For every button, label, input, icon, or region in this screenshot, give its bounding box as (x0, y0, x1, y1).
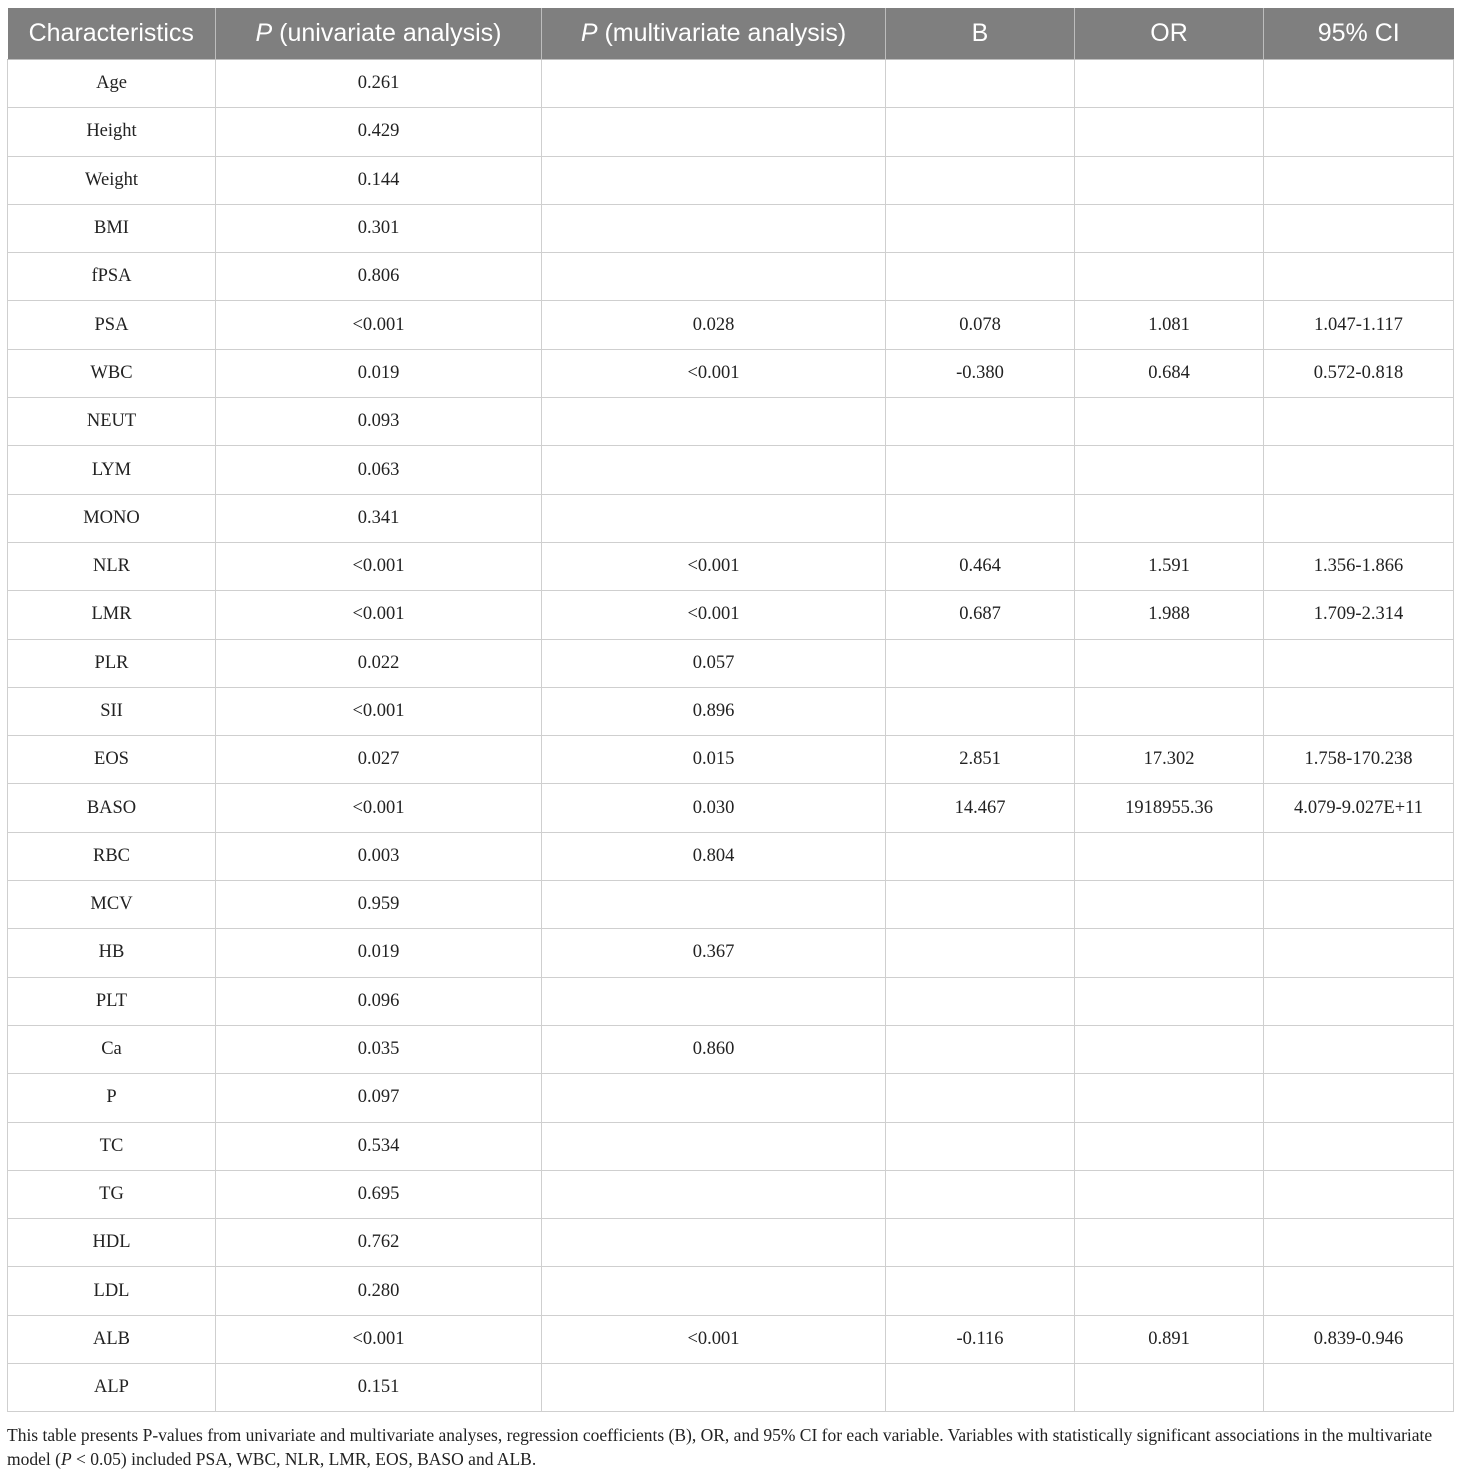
cell-p-multivariate (542, 1170, 886, 1218)
cell-characteristic: HDL (8, 1219, 216, 1267)
cell-ci (1264, 108, 1454, 156)
cell-p-univariate: 0.301 (216, 204, 542, 252)
header-95ci: 95% CI (1264, 8, 1454, 60)
cell-ci: 1.047-1.117 (1264, 301, 1454, 349)
table-row (8, 494, 1454, 542)
cell-p-multivariate: 0.896 (542, 687, 886, 735)
table-row (8, 1122, 1454, 1170)
cell-p-univariate: 0.762 (216, 1219, 542, 1267)
cell-p-multivariate (542, 1219, 886, 1267)
cell-ci (1264, 204, 1454, 252)
cell-p-multivariate: <0.001 (542, 349, 886, 397)
cell-or (1075, 881, 1264, 929)
cell-b (886, 156, 1075, 204)
cell-or: 1.081 (1075, 301, 1264, 349)
cell-or: 1.591 (1075, 542, 1264, 590)
cell-ci (1264, 929, 1454, 977)
cell-or (1075, 60, 1264, 108)
cell-b: 14.467 (886, 784, 1075, 832)
cell-ci (1264, 398, 1454, 446)
table-body (8, 60, 1454, 1412)
cell-characteristic: SII (8, 687, 216, 735)
cell-ci (1264, 1074, 1454, 1122)
cell-p-univariate: <0.001 (216, 687, 542, 735)
cell-p-multivariate (542, 253, 886, 301)
cell-ci (1264, 446, 1454, 494)
cell-characteristic: PLT (8, 977, 216, 1025)
cell-p-multivariate (542, 977, 886, 1025)
table-row (8, 736, 1454, 784)
cell-p-univariate: 0.027 (216, 736, 542, 784)
cell-characteristic: BASO (8, 784, 216, 832)
cell-or (1075, 1025, 1264, 1073)
table-row (8, 156, 1454, 204)
cell-p-multivariate (542, 398, 886, 446)
cell-p-multivariate (542, 881, 886, 929)
cell-b (886, 881, 1075, 929)
cell-p-univariate: 0.144 (216, 156, 542, 204)
cell-or: 0.891 (1075, 1315, 1264, 1363)
cell-or (1075, 156, 1264, 204)
cell-ci: 0.839-0.946 (1264, 1315, 1454, 1363)
table-header (8, 8, 1454, 60)
cell-p-univariate: 0.695 (216, 1170, 542, 1218)
cell-ci (1264, 1122, 1454, 1170)
regression-results-table (7, 8, 1454, 1412)
header-p-multivariate: P (multivariate analysis) (542, 8, 886, 60)
cell-p-multivariate: 0.860 (542, 1025, 886, 1073)
cell-characteristic: NLR (8, 542, 216, 590)
table-row (8, 639, 1454, 687)
cell-or: 17.302 (1075, 736, 1264, 784)
table-row (8, 1267, 1454, 1315)
cell-or (1075, 204, 1264, 252)
cell-b (886, 639, 1075, 687)
cell-or (1075, 446, 1264, 494)
header-p-univariate: P (univariate analysis) (216, 8, 542, 60)
table-row (8, 687, 1454, 735)
cell-p-multivariate: <0.001 (542, 1315, 886, 1363)
cell-b: 0.464 (886, 542, 1075, 590)
cell-p-multivariate: 0.804 (542, 832, 886, 880)
cell-p-multivariate (542, 204, 886, 252)
cell-b (886, 1122, 1075, 1170)
cell-characteristic: HB (8, 929, 216, 977)
table-row (8, 832, 1454, 880)
cell-characteristic: ALB (8, 1315, 216, 1363)
cell-p-univariate: 0.019 (216, 349, 542, 397)
table-row (8, 60, 1454, 108)
table-row (8, 1219, 1454, 1267)
table-row (8, 591, 1454, 639)
cell-b (886, 832, 1075, 880)
cell-p-multivariate: 0.015 (542, 736, 886, 784)
cell-p-multivariate: 0.030 (542, 784, 886, 832)
table-row (8, 1315, 1454, 1363)
cell-b (886, 687, 1075, 735)
cell-p-univariate: 0.341 (216, 494, 542, 542)
cell-or (1075, 398, 1264, 446)
cell-ci (1264, 832, 1454, 880)
cell-or: 1918955.36 (1075, 784, 1264, 832)
cell-ci (1264, 881, 1454, 929)
cell-ci (1264, 253, 1454, 301)
cell-p-multivariate (542, 1122, 886, 1170)
results-table-container (7, 8, 1453, 1412)
cell-p-univariate: 0.429 (216, 108, 542, 156)
cell-characteristic: TC (8, 1122, 216, 1170)
cell-p-univariate: 0.097 (216, 1074, 542, 1122)
cell-characteristic: Height (8, 108, 216, 156)
table-row (8, 253, 1454, 301)
table-row (8, 881, 1454, 929)
table-row (8, 204, 1454, 252)
cell-ci: 0.572-0.818 (1264, 349, 1454, 397)
cell-p-univariate: 0.959 (216, 881, 542, 929)
cell-ci (1264, 1219, 1454, 1267)
cell-p-univariate: 0.534 (216, 1122, 542, 1170)
cell-or: 0.684 (1075, 349, 1264, 397)
cell-p-multivariate (542, 494, 886, 542)
cell-ci: 1.758-170.238 (1264, 736, 1454, 784)
cell-p-univariate: 0.280 (216, 1267, 542, 1315)
cell-b (886, 1364, 1075, 1412)
cell-p-multivariate: 0.367 (542, 929, 886, 977)
table-footnote: This table presents P-values from univariate and multivariate analyses, regression coefficients (B), OR, and 95% CI for each variable. Variables with statistically significant associations in the multivariate model (P < 0.05) included PSA, WBC, NLR, LMR, EOS, BASO and ALB. (7, 1425, 1433, 1469)
cell-b (886, 398, 1075, 446)
cell-characteristic: Weight (8, 156, 216, 204)
cell-b (886, 977, 1075, 1025)
cell-or (1075, 1219, 1264, 1267)
cell-characteristic: LYM (8, 446, 216, 494)
cell-p-univariate: <0.001 (216, 301, 542, 349)
cell-or (1075, 639, 1264, 687)
cell-p-multivariate (542, 1364, 886, 1412)
cell-p-univariate: <0.001 (216, 542, 542, 590)
cell-ci (1264, 1267, 1454, 1315)
table-row (8, 446, 1454, 494)
cell-b: -0.116 (886, 1315, 1075, 1363)
table-row (8, 1170, 1454, 1218)
cell-or (1075, 494, 1264, 542)
table-row (8, 398, 1454, 446)
cell-p-multivariate: 0.057 (542, 639, 886, 687)
cell-p-multivariate (542, 446, 886, 494)
cell-ci (1264, 60, 1454, 108)
cell-b (886, 204, 1075, 252)
cell-p-multivariate (542, 156, 886, 204)
cell-p-univariate: 0.096 (216, 977, 542, 1025)
cell-or (1075, 1074, 1264, 1122)
cell-characteristic: EOS (8, 736, 216, 784)
cell-or (1075, 253, 1264, 301)
cell-p-multivariate (542, 1074, 886, 1122)
cell-or (1075, 1267, 1264, 1315)
cell-b (886, 60, 1075, 108)
cell-p-multivariate (542, 60, 886, 108)
cell-p-multivariate (542, 108, 886, 156)
cell-p-univariate: <0.001 (216, 591, 542, 639)
cell-characteristic: fPSA (8, 253, 216, 301)
cell-characteristic: MONO (8, 494, 216, 542)
cell-b: -0.380 (886, 349, 1075, 397)
cell-ci (1264, 687, 1454, 735)
cell-or (1075, 929, 1264, 977)
cell-b (886, 1170, 1075, 1218)
table-row (8, 1025, 1454, 1073)
table-row (8, 1074, 1454, 1122)
cell-p-univariate: 0.022 (216, 639, 542, 687)
table-row (8, 108, 1454, 156)
header-or: OR (1075, 8, 1264, 60)
cell-ci: 1.709-2.314 (1264, 591, 1454, 639)
cell-b (886, 1267, 1075, 1315)
cell-or: 1.988 (1075, 591, 1264, 639)
cell-p-univariate: 0.019 (216, 929, 542, 977)
cell-characteristic: PSA (8, 301, 216, 349)
header-b: B (886, 8, 1075, 60)
cell-b (886, 1219, 1075, 1267)
cell-characteristic: ALP (8, 1364, 216, 1412)
cell-or (1075, 108, 1264, 156)
cell-characteristic: TG (8, 1170, 216, 1218)
cell-or (1075, 977, 1264, 1025)
cell-b (886, 108, 1075, 156)
cell-p-univariate: <0.001 (216, 784, 542, 832)
cell-b (886, 1025, 1075, 1073)
cell-p-univariate: 0.035 (216, 1025, 542, 1073)
table-row (8, 784, 1454, 832)
header-row (8, 8, 1454, 60)
cell-characteristic: LDL (8, 1267, 216, 1315)
table-row (8, 349, 1454, 397)
cell-or (1075, 1122, 1264, 1170)
cell-p-multivariate: <0.001 (542, 591, 886, 639)
table-row (8, 929, 1454, 977)
cell-or (1075, 832, 1264, 880)
cell-characteristic: RBC (8, 832, 216, 880)
cell-characteristic: PLR (8, 639, 216, 687)
cell-ci: 4.079-9.027E+11 (1264, 784, 1454, 832)
cell-or (1075, 1364, 1264, 1412)
cell-p-multivariate: 0.028 (542, 301, 886, 349)
cell-b (886, 1074, 1075, 1122)
cell-ci (1264, 639, 1454, 687)
table-row (8, 301, 1454, 349)
header-characteristics: Characteristics (8, 8, 216, 60)
cell-p-univariate: 0.806 (216, 253, 542, 301)
cell-characteristic: MCV (8, 881, 216, 929)
cell-b: 0.078 (886, 301, 1075, 349)
cell-ci (1264, 1364, 1454, 1412)
cell-b (886, 446, 1075, 494)
cell-ci (1264, 977, 1454, 1025)
cell-ci: 1.356-1.866 (1264, 542, 1454, 590)
cell-p-univariate: 0.151 (216, 1364, 542, 1412)
cell-p-multivariate (542, 1267, 886, 1315)
cell-p-univariate: 0.261 (216, 60, 542, 108)
cell-characteristic: Age (8, 60, 216, 108)
cell-characteristic: WBC (8, 349, 216, 397)
cell-or (1075, 1170, 1264, 1218)
cell-characteristic: NEUT (8, 398, 216, 446)
table-row (8, 977, 1454, 1025)
cell-ci (1264, 156, 1454, 204)
cell-b (886, 929, 1075, 977)
cell-characteristic: LMR (8, 591, 216, 639)
cell-p-multivariate: <0.001 (542, 542, 886, 590)
cell-b (886, 253, 1075, 301)
cell-ci (1264, 1170, 1454, 1218)
cell-p-univariate: <0.001 (216, 1315, 542, 1363)
cell-or (1075, 687, 1264, 735)
cell-p-univariate: 0.063 (216, 446, 542, 494)
cell-b (886, 494, 1075, 542)
cell-b: 0.687 (886, 591, 1075, 639)
table-row (8, 1364, 1454, 1412)
cell-b: 2.851 (886, 736, 1075, 784)
cell-ci (1264, 494, 1454, 542)
cell-characteristic: Ca (8, 1025, 216, 1073)
cell-p-univariate: 0.093 (216, 398, 542, 446)
cell-characteristic: BMI (8, 204, 216, 252)
table-row (8, 542, 1454, 590)
cell-ci (1264, 1025, 1454, 1073)
cell-characteristic: P (8, 1074, 216, 1122)
cell-p-univariate: 0.003 (216, 832, 542, 880)
